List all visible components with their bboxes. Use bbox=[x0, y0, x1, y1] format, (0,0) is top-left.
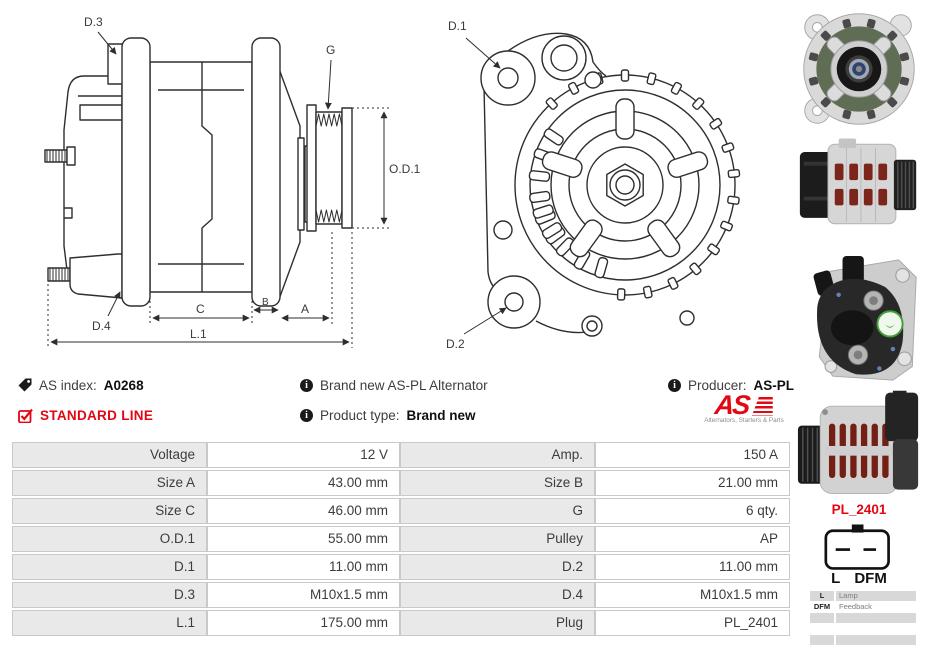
producer-label: Producer: bbox=[688, 377, 747, 393]
spec-table bbox=[12, 442, 790, 636]
spec-label: D.1 bbox=[12, 554, 207, 580]
legend-key: DFM bbox=[813, 602, 831, 611]
dim-label-b: B bbox=[262, 297, 269, 308]
legend-value: Feedback bbox=[839, 602, 872, 611]
dim-label-c: C bbox=[196, 302, 205, 316]
legend-key bbox=[810, 624, 834, 634]
spec-label: Plug bbox=[400, 610, 595, 636]
legend-row bbox=[810, 591, 916, 601]
spec-value: 11.00 mm bbox=[595, 554, 790, 580]
alternator-photo-side[interactable] bbox=[796, 136, 922, 232]
as-index-value: A0268 bbox=[103, 377, 144, 393]
spec-value: AP bbox=[595, 526, 790, 552]
dim-label-g: G bbox=[326, 43, 336, 57]
alternator-side-diagram bbox=[28, 8, 438, 360]
legend-value bbox=[836, 624, 916, 634]
spec-value: 46.00 mm bbox=[207, 498, 400, 524]
spec-label: L.1 bbox=[12, 610, 207, 636]
legend-row bbox=[810, 602, 916, 612]
alternator-front-diagram bbox=[440, 8, 770, 353]
spec-value: 150 A bbox=[595, 442, 790, 468]
brand-new-info bbox=[300, 376, 488, 394]
plug-legend-table bbox=[810, 591, 916, 646]
legend-key bbox=[810, 635, 834, 645]
dim-label-l1: L.1 bbox=[190, 327, 207, 341]
spec-value: 11.00 mm bbox=[207, 554, 400, 580]
legend-row bbox=[810, 635, 916, 645]
spec-label: G bbox=[400, 498, 595, 524]
dim-label-a: A bbox=[301, 302, 310, 316]
spec-label: Amp. bbox=[400, 442, 595, 468]
dim-label-d4: D.4 bbox=[92, 319, 111, 333]
as-pl-logo bbox=[698, 392, 790, 424]
legend-key: L bbox=[810, 591, 834, 601]
plug-code-label: PL_2401 bbox=[831, 502, 887, 517]
standard-line bbox=[18, 406, 153, 424]
product-type-info bbox=[300, 406, 476, 424]
logo-stripes bbox=[752, 397, 773, 416]
spec-label: Size A bbox=[12, 470, 207, 496]
info-icon: i bbox=[300, 409, 313, 422]
dim-label-d3: D.3 bbox=[84, 15, 103, 29]
spec-label: D.3 bbox=[12, 582, 207, 608]
product-type-value: Brand new bbox=[406, 407, 476, 423]
legend-value bbox=[836, 613, 916, 623]
spec-value: 55.00 mm bbox=[207, 526, 400, 552]
alternator-photo-rear[interactable] bbox=[796, 250, 922, 390]
spec-value: 175.00 mm bbox=[207, 610, 400, 636]
as-index bbox=[18, 376, 144, 394]
spec-label: D.4 bbox=[400, 582, 595, 608]
legend-value: Lamp bbox=[836, 591, 916, 601]
spec-label: D.2 bbox=[400, 554, 595, 580]
spec-value: PL_2401 bbox=[595, 610, 790, 636]
spec-label: O.D.1 bbox=[12, 526, 207, 552]
spec-label: Voltage bbox=[12, 442, 207, 468]
standard-line-label: STANDARD LINE bbox=[40, 407, 154, 423]
spec-value: M10x1.5 mm bbox=[207, 582, 400, 608]
spec-value: 12 V bbox=[207, 442, 400, 468]
tag-icon bbox=[18, 378, 32, 392]
spec-value: 6 qty. bbox=[595, 498, 790, 524]
logo-tagline: Alternators, Starters & Parts bbox=[704, 417, 784, 424]
spec-label: Size B bbox=[400, 470, 595, 496]
dim-label-d2: D.2 bbox=[446, 337, 465, 351]
dim-label-d1: D.1 bbox=[448, 19, 467, 33]
alternator-photo-front[interactable] bbox=[796, 6, 922, 132]
info-icon: i bbox=[300, 379, 313, 392]
legend-row bbox=[810, 624, 916, 634]
spec-label: Pulley bbox=[400, 526, 595, 552]
spec-value: 21.00 mm bbox=[595, 470, 790, 496]
logo-as-text: AS bbox=[713, 390, 751, 420]
plug-pin-labels bbox=[792, 570, 926, 587]
product-photos-sidebar bbox=[792, 0, 926, 648]
plug-pin-left: L bbox=[831, 570, 841, 587]
legend-row bbox=[810, 613, 916, 623]
as-index-label: AS index: bbox=[39, 377, 97, 393]
plug-connector-diagram bbox=[817, 520, 901, 572]
info-icon: i bbox=[668, 379, 681, 392]
spec-value: 43.00 mm bbox=[207, 470, 400, 496]
product-type-label: Product type: bbox=[320, 407, 400, 423]
alternator-photo-angle[interactable] bbox=[796, 390, 922, 500]
plug-pin-right: DFM bbox=[854, 570, 887, 587]
brand-new-text: Brand new AS-PL Alternator bbox=[320, 377, 488, 393]
producer-value: AS-PL bbox=[753, 377, 795, 393]
spec-label: Size C bbox=[12, 498, 207, 524]
checkbox-checked-icon bbox=[18, 408, 33, 423]
legend-value bbox=[836, 635, 916, 645]
legend-key bbox=[810, 613, 834, 623]
spec-value: M10x1.5 mm bbox=[595, 582, 790, 608]
dim-label-od1: O.D.1 bbox=[389, 162, 421, 176]
